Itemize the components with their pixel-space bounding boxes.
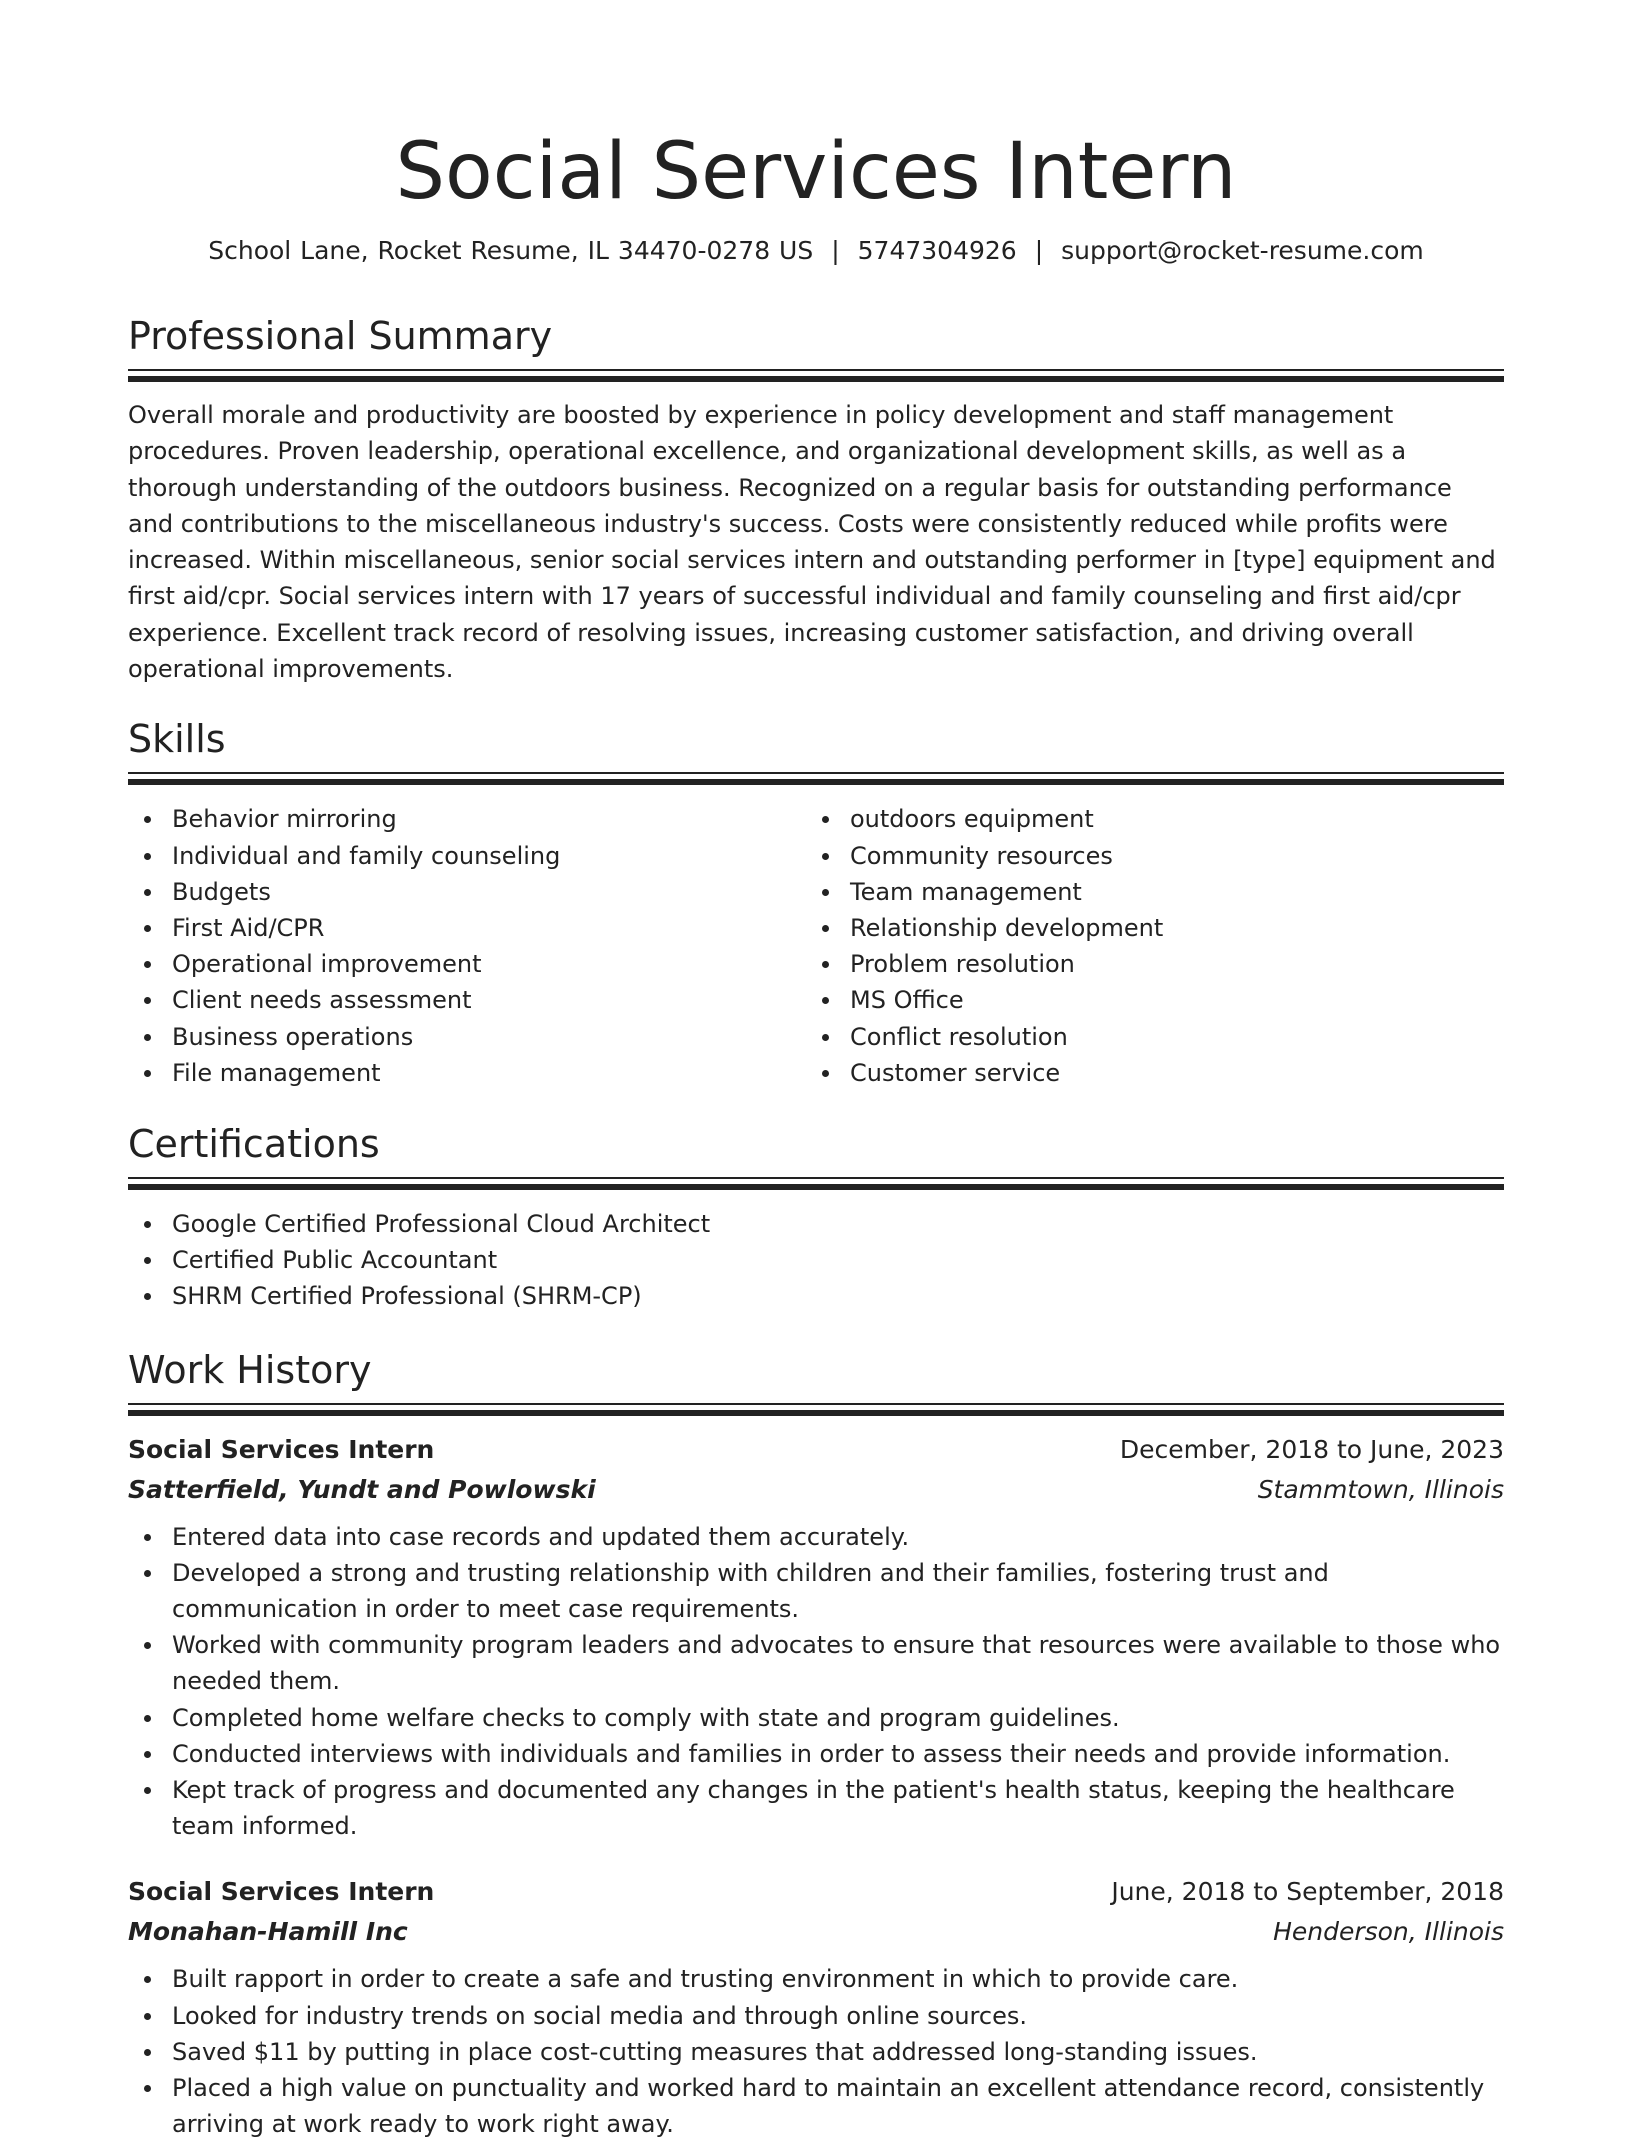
skill-item: MS Office	[806, 982, 1484, 1018]
job-bullet: Built rapport in order to create a safe and trusting environment in which to provide care.	[128, 1961, 1504, 1997]
skill-item: Community resources	[806, 838, 1484, 874]
skill-item: Budgets	[128, 874, 806, 910]
certification-item: Certified Public Accountant	[128, 1242, 1504, 1278]
job-entry	[128, 1872, 1504, 2142]
job-bullet: Saved $11 by putting in place cost-cutting measures that addressed long-standing issues.	[128, 2034, 1504, 2070]
job-header-row	[128, 1872, 1504, 1912]
skills-list-right	[806, 801, 1484, 1091]
job-company-row	[128, 1912, 1504, 1952]
skill-item: Individual and family counseling	[128, 838, 806, 874]
section-divider	[128, 772, 1504, 785]
job-header-row	[128, 1430, 1504, 1470]
skill-item: File management	[128, 1055, 806, 1091]
job-bullet: Kept track of progress and documented any changes in the patient's health status, keeping the healthcare team informed.	[128, 1772, 1504, 1844]
job-bullet: Entered data into case records and updated them accurately.	[128, 1519, 1504, 1555]
job-company: Monahan-Hamill Inc	[128, 1917, 408, 1947]
resume-page	[128, 0, 1504, 2142]
resume-title: Social Services Intern	[395, 127, 1237, 217]
job-bullet: Developed a strong and trusting relationship with children and their families, fostering trust and communication in order to meet case requirements.	[128, 1555, 1504, 1627]
skill-item: Business operations	[128, 1019, 806, 1055]
skill-item: Client needs assessment	[128, 982, 806, 1018]
skills-heading: Skills	[128, 717, 226, 762]
certification-item: SHRM Certified Professional (SHRM-CP)	[128, 1278, 1504, 1314]
contact-phone: 5747304926	[857, 236, 1017, 265]
certification-item: Google Certified Professional Cloud Architect	[128, 1206, 1504, 1242]
job-bullet-list	[128, 1952, 1504, 2142]
contact-separator: |	[1034, 236, 1044, 265]
summary-heading: Professional Summary	[128, 314, 553, 358]
job-location: Henderson, Illinois	[1273, 1917, 1504, 1947]
summary-text: Overall morale and productivity are boosted by experience in policy development and staff management procedures. Proven leadership, operational excellence, and organizational development skills, as well as a thorough understanding of the outdoors business. Recognized on a regular basis for outstanding performance and contributions to the miscellaneous industry's success. Costs were consistently reduced while profits were increased. Within miscellaneous, senior social services intern and outstanding performer in [type] equipment and first aid/cpr. Social services intern with 17 years of successful individual and family counseling and first aid/cpr experience. Excellent track record of resolving issues, increasing customer satisfaction, and driving overall operational improvements.	[128, 401, 1496, 684]
contact-separator: |	[831, 236, 840, 265]
job-entry	[128, 1430, 1504, 1845]
skill-item: Customer service	[806, 1055, 1484, 1091]
job-bullet: Completed home welfare checks to comply with state and program guidelines.	[128, 1700, 1504, 1736]
skills-section	[128, 714, 1504, 1091]
contact-email: support@rocket-resume.com	[1061, 236, 1424, 265]
section-divider	[128, 1177, 1504, 1190]
section-divider	[128, 1403, 1504, 1416]
job-dates: June, 2018 to September, 2018	[1111, 1877, 1504, 1907]
job-location: Stammtown, Illinois	[1257, 1474, 1504, 1504]
skill-item: Relationship development	[806, 910, 1484, 946]
job-title: Social Services Intern	[128, 1877, 435, 1907]
job-bullet-list	[128, 1510, 1504, 1845]
skill-item: Behavior mirroring	[128, 801, 806, 837]
skill-item: Conflict resolution	[806, 1019, 1484, 1055]
certifications-heading: Certifications	[128, 1122, 380, 1166]
job-company-row	[128, 1470, 1504, 1510]
job-bullet: Conducted interviews with individuals and families in order to assess their needs and provide information.	[128, 1736, 1504, 1772]
job-bullet: Placed a high value on punctuality and worked hard to maintain an excellent attendance record, consistently arriving at work ready to work right away.	[128, 2070, 1504, 2142]
skill-item: Problem resolution	[806, 946, 1484, 982]
certifications-section	[128, 1119, 1504, 1315]
skills-list-left	[128, 801, 806, 1091]
job-company: Satterfield, Yundt and Powlowski	[128, 1474, 596, 1504]
contact-address: School Lane, Rocket Resume, IL 34470-0278 US	[208, 236, 814, 265]
certifications-list	[128, 1190, 1504, 1315]
job-title: Social Services Intern	[128, 1434, 435, 1464]
job-bullet: Worked with community program leaders and advocates to ensure that resources were available to those who needed them.	[128, 1627, 1504, 1699]
job-dates: December, 2018 to June, 2023	[1119, 1434, 1504, 1464]
work-history-section	[128, 1345, 1504, 2142]
job-bullet: Looked for industry trends on social media and through online sources.	[128, 1998, 1504, 2034]
skill-item: outdoors equipment	[806, 801, 1484, 837]
summary-section	[128, 311, 1504, 687]
section-divider	[128, 369, 1504, 382]
work-history-heading: Work History	[128, 1347, 372, 1392]
skills-columns	[128, 785, 1504, 1091]
skill-item: Operational improvement	[128, 946, 806, 982]
skill-item: Team management	[806, 874, 1484, 910]
skill-item: First Aid/CPR	[128, 910, 806, 946]
contact-line	[128, 234, 1504, 268]
